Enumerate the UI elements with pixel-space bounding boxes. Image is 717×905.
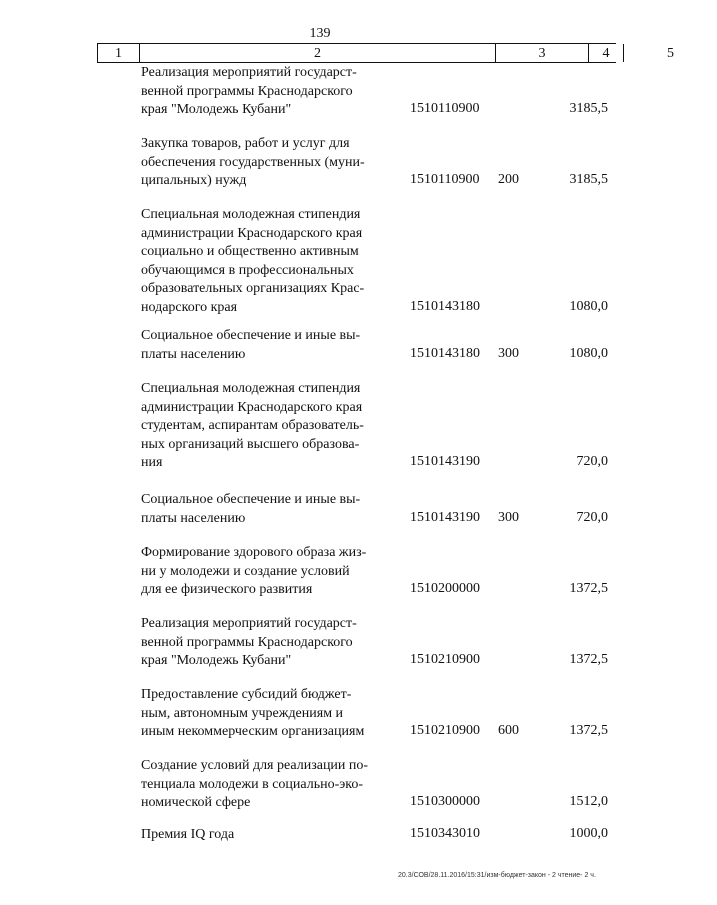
row-description — [141, 686, 391, 742]
row-code: 1510343010 — [410, 826, 480, 841]
row-amount: 1512,0 — [569, 794, 608, 810]
description-line: нодарского края — [141, 299, 238, 315]
description-line: края "Молодежь Кубани" — [141, 102, 292, 118]
description-line: платы населению — [141, 346, 246, 362]
description-line: края "Молодежь Кубани" — [141, 653, 292, 669]
row-code: 1510143180 — [410, 299, 480, 314]
description-line: ни у молодежи и создание условий — [141, 563, 350, 579]
description-line: платы населению — [141, 510, 246, 526]
description-line: Закупка товаров, работ и услуг для — [141, 136, 350, 151]
row-description — [141, 135, 391, 191]
page-number: 139 — [309, 26, 331, 41]
description-line: обеспечения государственных (муни- — [141, 154, 365, 170]
description-line: ным, автономным учреждениям и — [141, 705, 344, 721]
row-description — [141, 615, 391, 671]
table-header-row — [97, 43, 674, 63]
row-description — [141, 380, 391, 473]
row-expense-type: 200 — [498, 172, 519, 188]
row-description — [141, 64, 391, 120]
description-line: номической сфере — [141, 795, 251, 811]
description-line: администрации Краснодарского края — [141, 399, 363, 415]
description-line: Социальное обеспечение и иные вы- — [141, 492, 361, 507]
row-amount: 1372,5 — [569, 581, 608, 597]
description-line: тенциала молодежи в социально-эко- — [141, 776, 364, 792]
row-description — [141, 826, 391, 845]
row-code: 1510110900 — [410, 172, 480, 188]
description-line: венной программы Краснодарского — [141, 83, 353, 99]
row-description — [141, 491, 391, 528]
description-line: Предоставление субсидий бюджет- — [141, 687, 352, 702]
row-description — [141, 206, 391, 318]
row-description — [141, 327, 391, 364]
row-amount: 3185,5 — [569, 172, 608, 188]
row-amount: 1372,5 — [569, 723, 608, 739]
row-amount: 720,0 — [576, 509, 608, 525]
row-code: 1510110900 — [410, 101, 480, 117]
description-line: администрации Краснодарского края — [141, 225, 363, 241]
column-header-2: 2 — [140, 44, 496, 62]
column-header-5: 5 — [667, 46, 674, 61]
row-code: 1510143180 — [410, 345, 480, 361]
description-line: образовательных организациях Крас- — [141, 281, 365, 297]
column-header-3: 3 — [496, 44, 589, 62]
footer-note: 20.3/СОВ/28.11.2016/15:31/изм-бюджет-закон - 2 чтение- 2 ч. — [398, 872, 596, 879]
description-line: обучающимся в профессиональных — [141, 262, 354, 278]
description-line: ния — [141, 455, 163, 471]
description-line: студентам, аспирантам образователь- — [141, 418, 364, 434]
row-code: 1510200000 — [410, 581, 480, 597]
row-amount: 1080,0 — [569, 345, 608, 361]
row-amount: 720,0 — [576, 454, 608, 470]
description-line: ных организаций высшего образова- — [141, 436, 360, 452]
column-header-1: 1 — [98, 44, 140, 62]
description-line: для ее физического развития — [141, 582, 313, 598]
description-line: ципальных) нужд — [141, 173, 247, 189]
row-amount: 1372,5 — [569, 652, 608, 668]
description-line: Специальная молодежная стипендия — [141, 381, 361, 396]
row-amount: 3185,5 — [569, 101, 608, 117]
row-description — [141, 757, 391, 813]
column-header-4: 4 — [589, 44, 624, 62]
row-expense-type: 300 — [498, 509, 519, 525]
row-expense-type: 300 — [498, 345, 519, 361]
description-line: Формирование здорового образа жиз- — [141, 545, 367, 560]
description-line: Премия IQ года — [141, 827, 235, 842]
row-code: 1510210900 — [410, 723, 480, 739]
description-line: Создание условий для реализации по- — [141, 758, 369, 773]
description-line: Специальная молодежная стипендия — [141, 207, 361, 222]
description-line: социально и общественно активным — [141, 244, 359, 260]
description-line: Социальное обеспечение и иные вы- — [141, 328, 361, 343]
row-code: 1510210900 — [410, 652, 480, 668]
row-code: 1510143190 — [410, 454, 480, 470]
description-line: иным некоммерческим организациям — [141, 724, 365, 740]
row-amount: 1000,0 — [569, 826, 608, 841]
row-expense-type: 600 — [498, 723, 519, 739]
description-line: Реализация мероприятий государст- — [141, 616, 357, 631]
row-code: 1510143190 — [410, 509, 480, 525]
description-line: венной программы Краснодарского — [141, 634, 353, 650]
row-description — [141, 544, 391, 600]
row-amount: 1080,0 — [569, 299, 608, 314]
description-line: Реализация мероприятий государст- — [141, 65, 357, 80]
row-code: 1510300000 — [410, 794, 480, 810]
